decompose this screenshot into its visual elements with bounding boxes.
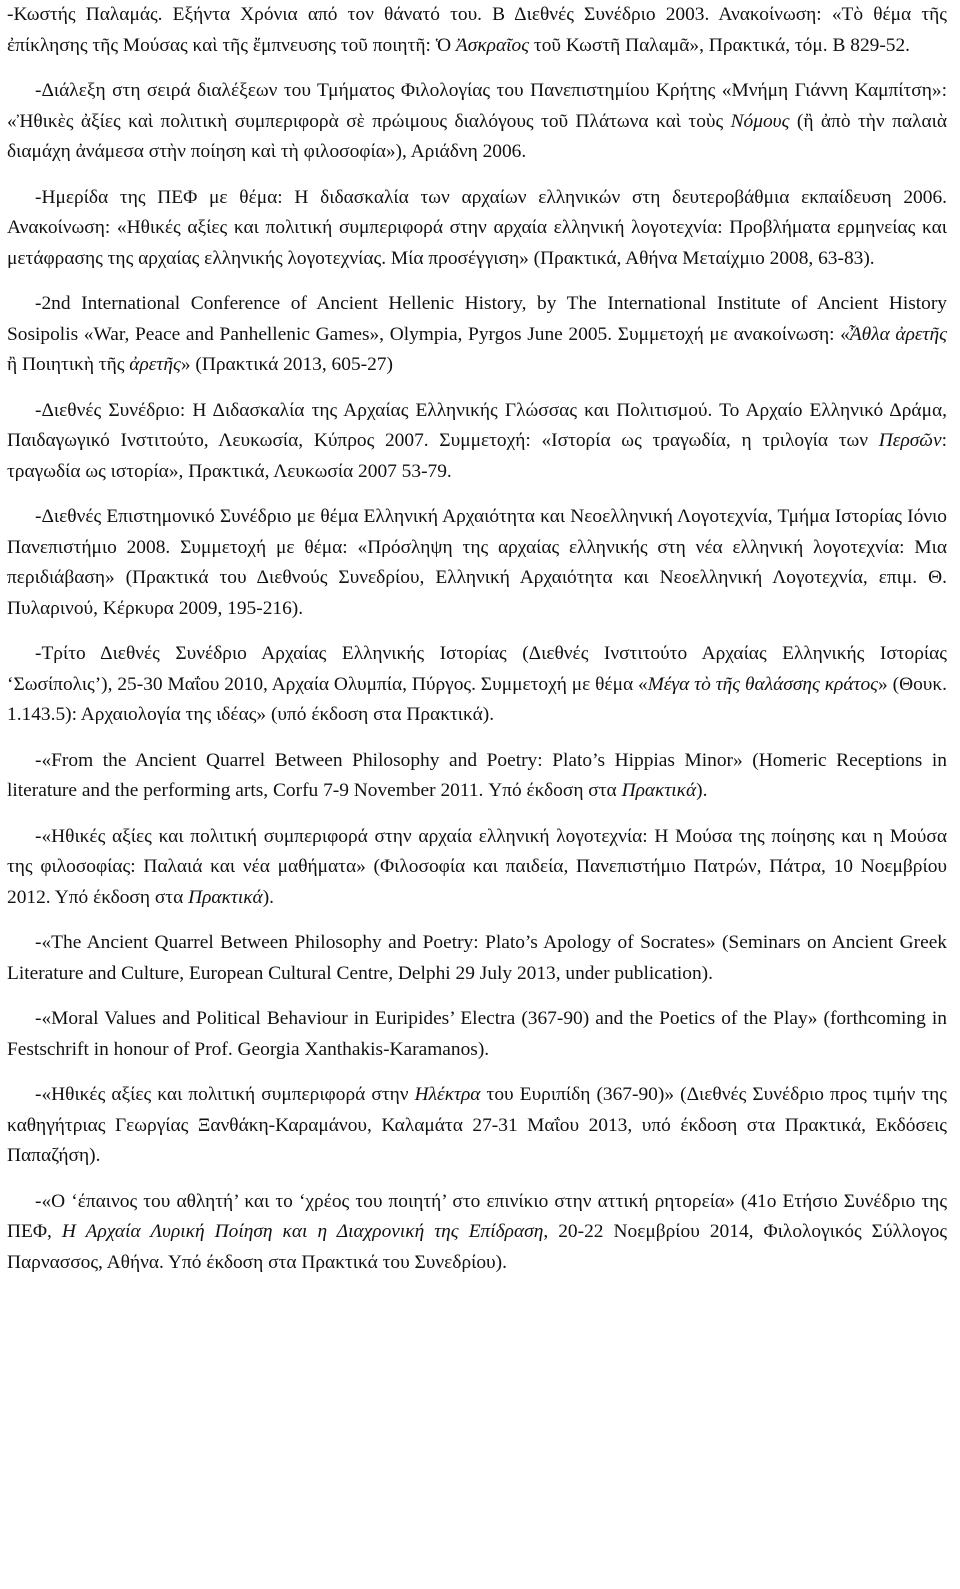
entry-italic: Η Αρχαία Λυρική Ποίηση και η Διαχρονική της Επίδραση	[61, 1221, 544, 1242]
entry-text: -«The Ancient Quarrel Between Philosophy and Poetry: Plato’s Apology of Socrates» (Seminars on Ancient Greek Literature and Culture, European Cultural Centre, Delphi 29 July 2013, under publication).	[7, 932, 947, 984]
entry-text: ).	[696, 780, 708, 801]
entry-italic: Μέγα τὸ τῆς θαλάσσης κράτος	[647, 673, 879, 695]
entry-text: , 20-22 Νοεμβρίου 2014, Φιλολογικός Σύλλογος Παρνασσος, Αθήνα. Υπό έκδοση στα Πρακτικά του Συνεδρίου).	[7, 1221, 947, 1273]
entry-italic: Ἀσκραῖος	[455, 34, 530, 56]
entry-italic: Ηλέκτρα	[414, 1084, 481, 1105]
entry-cyprus-2007	[7, 396, 947, 488]
entry-text: -Διεθνές Επιστημονικό Συνέδριο με θέμα Ελληνική Αρχαιότητα και Νεοελληνική Λογοτεχνία, Τμήμα Ιστορίας Ιόνιο Πανεπιστήμιο 2008. Συμμετοχή με θέμα: «Πρόσληψη της αρχαίας ελληνικής στη νέα ελληνική λογοτεχνία: Μια περιδιάβαση» (Πρακτικά του Διεθνούς Συνεδρίου, Ελληνική Αρχαιότητα και Νεοελληνική Λογοτεχνία, επιμ. Θ. Πυλαρινού, Κέρκυρα 2009, 195-216).	[7, 506, 947, 619]
entry-patras-2012	[7, 822, 947, 914]
entry-text: : τραγωδία ως ιστορία», Πρακτικά, Λευκωσία 2007 53-79.	[7, 430, 947, 482]
entry-text: ἢ Ποιητικὴ τῆς	[7, 354, 130, 375]
entry-italic: Ἆθλα ἀρετῆς	[849, 323, 947, 345]
entry-italic: Πρακτικά	[621, 780, 697, 801]
entry-delphi-2013	[7, 928, 947, 989]
entry-italic: ἀρετῆς	[129, 354, 181, 375]
entry-festschrift	[7, 1004, 947, 1065]
entry-text: -Διεθνές Συνέδριο: Η Διδασκαλία της Αρχαίας Ελληνικής Γλώσσας και Πολιτισμού. Το Αρχαίο Ελληνικό Δράμα, Παιδαγωγικό Ινστιτούτο, Λευκωσία, Κύπρος 2007. Συμμετοχή: «Ιστορία ως τραγωδία, η τριλογία των	[7, 399, 947, 451]
entry-corfu-2011	[7, 746, 947, 807]
entry-sosipolis-2010	[7, 639, 947, 731]
entry-text: (ἢ ἀπὸ τὴν παλαιὰ διαμάχη ἀνάμεσα στὴν ποίηση καὶ τὴ φιλοσοφία»), Αριάδνη 2006.	[7, 110, 947, 162]
entry-text: -Κωστής Παλαμάς. Εξήντα Χρόνια από τον θάνατό του. Β Διεθνές Συνέδριο 2003. Ανακοίνωση: «Τὸ θέμα τῆς ἐπίκλησης τῆς Μούσας καὶ τῆς ἔμπνευσης τοῦ ποιητῆ: Ὁ	[7, 4, 947, 56]
entry-text: » (Θουκ. 1.143.5): Αρχαιολογία της ιδέας» (υπό έκδοση στα Πρακτικά).	[7, 673, 947, 725]
entry-text: του Ευριπίδη (367-90)» (Διεθνές Συνέδριο προς τιμήν της καθηγήτριας Γεωργίας Ξανθάκη-Καραμάνου, Καλαμάτα 27-31 Μαΐου 2013, υπό έκδοση στα Πρακτικά, Εκδόσεις Παπαζήση).	[7, 1084, 947, 1166]
entry-ionian-2008	[7, 502, 947, 624]
entry-text: -«Ο ‘έπαινος του αθλητή’ και το ‘χρέος του ποιητή’ στο επινίκιο στην αττική ρητορεία» (41ο Ετήσιο Συνέδριο της ΠΕΦ,	[7, 1190, 947, 1242]
entry-text: -Τρίτο Διεθνές Συνέδριο Αρχαίας Ελληνικής Ιστορίας (Διεθνές Ινστιτούτο Αρχαίας Ελληνικής Ιστορίας ‘Σωσίπολις’), 25-30 Μαΐου 2010, Αρχαία Ολυμπία, Πύργος. Συμμετοχή με θέμα «	[7, 643, 947, 695]
entry-palamas	[7, 0, 947, 61]
entry-text: -«Ηθικές αξίες και πολιτική συμπεριφορά στην	[35, 1084, 415, 1105]
entry-text: -«Moral Values and Political Behaviour in Euripides’ Electra (367-90) and the Poetics of the Play» (forthcoming in Festschrift in honour of Prof. Georgia Xanthakis-Karamanos).	[7, 1008, 947, 1060]
entry-italic: Νόμους	[730, 110, 790, 132]
entry-text: » (Πρακτικά 2013, 605-27)	[180, 354, 393, 375]
entry-text: -«Ηθικές αξίες και πολιτική συμπεριφορά στην αρχαία ελληνική λογοτεχνία: Η Μούσα της ποίησης και η Μούσα της φιλοσοφίας: Παλαιά και νέα μαθήματα» (Φιλοσοφία και παιδεία, Πανεπιστήμιο Πατρών, Πάτρα, 10 Νοεμβρίου 2012. Υπό έκδοση στα	[7, 825, 947, 908]
entry-text: -2nd International Conference of Ancient Hellenic History, by The International Institute of Ancient History Sosipolis «War, Peace and Panhellenic Games», Olympia, Pyrgos June 2005. Συμμετοχή με ανακοίνωση: «	[7, 293, 947, 345]
entry-italic: Πρακτικά	[188, 886, 263, 908]
entry-italic: Περσῶν	[878, 430, 942, 451]
entry-olympia-2005	[7, 289, 947, 381]
entry-pef-day	[7, 183, 947, 275]
entry-text: -«From the Ancient Quarrel Between Philosophy and Poetry: Plato’s Hippias Minor» (Homeric Receptions in literature and the performing arts, Corfu 7-9 November 2011. Υπό έκδοση στα	[7, 749, 947, 801]
entry-text: τοῦ Κωστῆ Παλαμᾶ», Πρακτικά, τόμ. Β 829-52.	[529, 34, 911, 56]
entry-kalamata-2013	[7, 1080, 947, 1172]
entry-text: -Ημερίδα της ΠΕΦ με θέμα: Η διδασκαλία των αρχαίων ελληνικών στη δευτεροβάθμια εκπαίδευση 2006. Ανακοίνωση: «Ηθικές αξίες και πολιτική συμπεριφορά στην αρχαία ελληνική λογοτεχνία: Προβλήματα ερμηνείας και μετάφρασης της αρχαίας ελληνικής λογοτεχνίας. Μία προσέγγιση» (Πρακτικά, Αθήνα Μεταίχμιο 2008, 63-83).	[7, 186, 947, 269]
entry-pef-2014	[7, 1187, 947, 1279]
entry-lecture-crete	[7, 76, 947, 168]
entry-text: ).	[262, 886, 275, 908]
entry-text: -Διάλεξη στη σειρά διαλέξεων του Τμήματος Φιλολογίας του Πανεπιστημίου Κρήτης «Μνήμη Γιάννη Καμπίτση»: «Ἠθικὲς ἀξίες καὶ πολιτικὴ συμπεριφορὰ σὲ πρώιμους διαλόγους τοῦ Πλάτωνα καὶ τοὺς	[7, 80, 947, 132]
